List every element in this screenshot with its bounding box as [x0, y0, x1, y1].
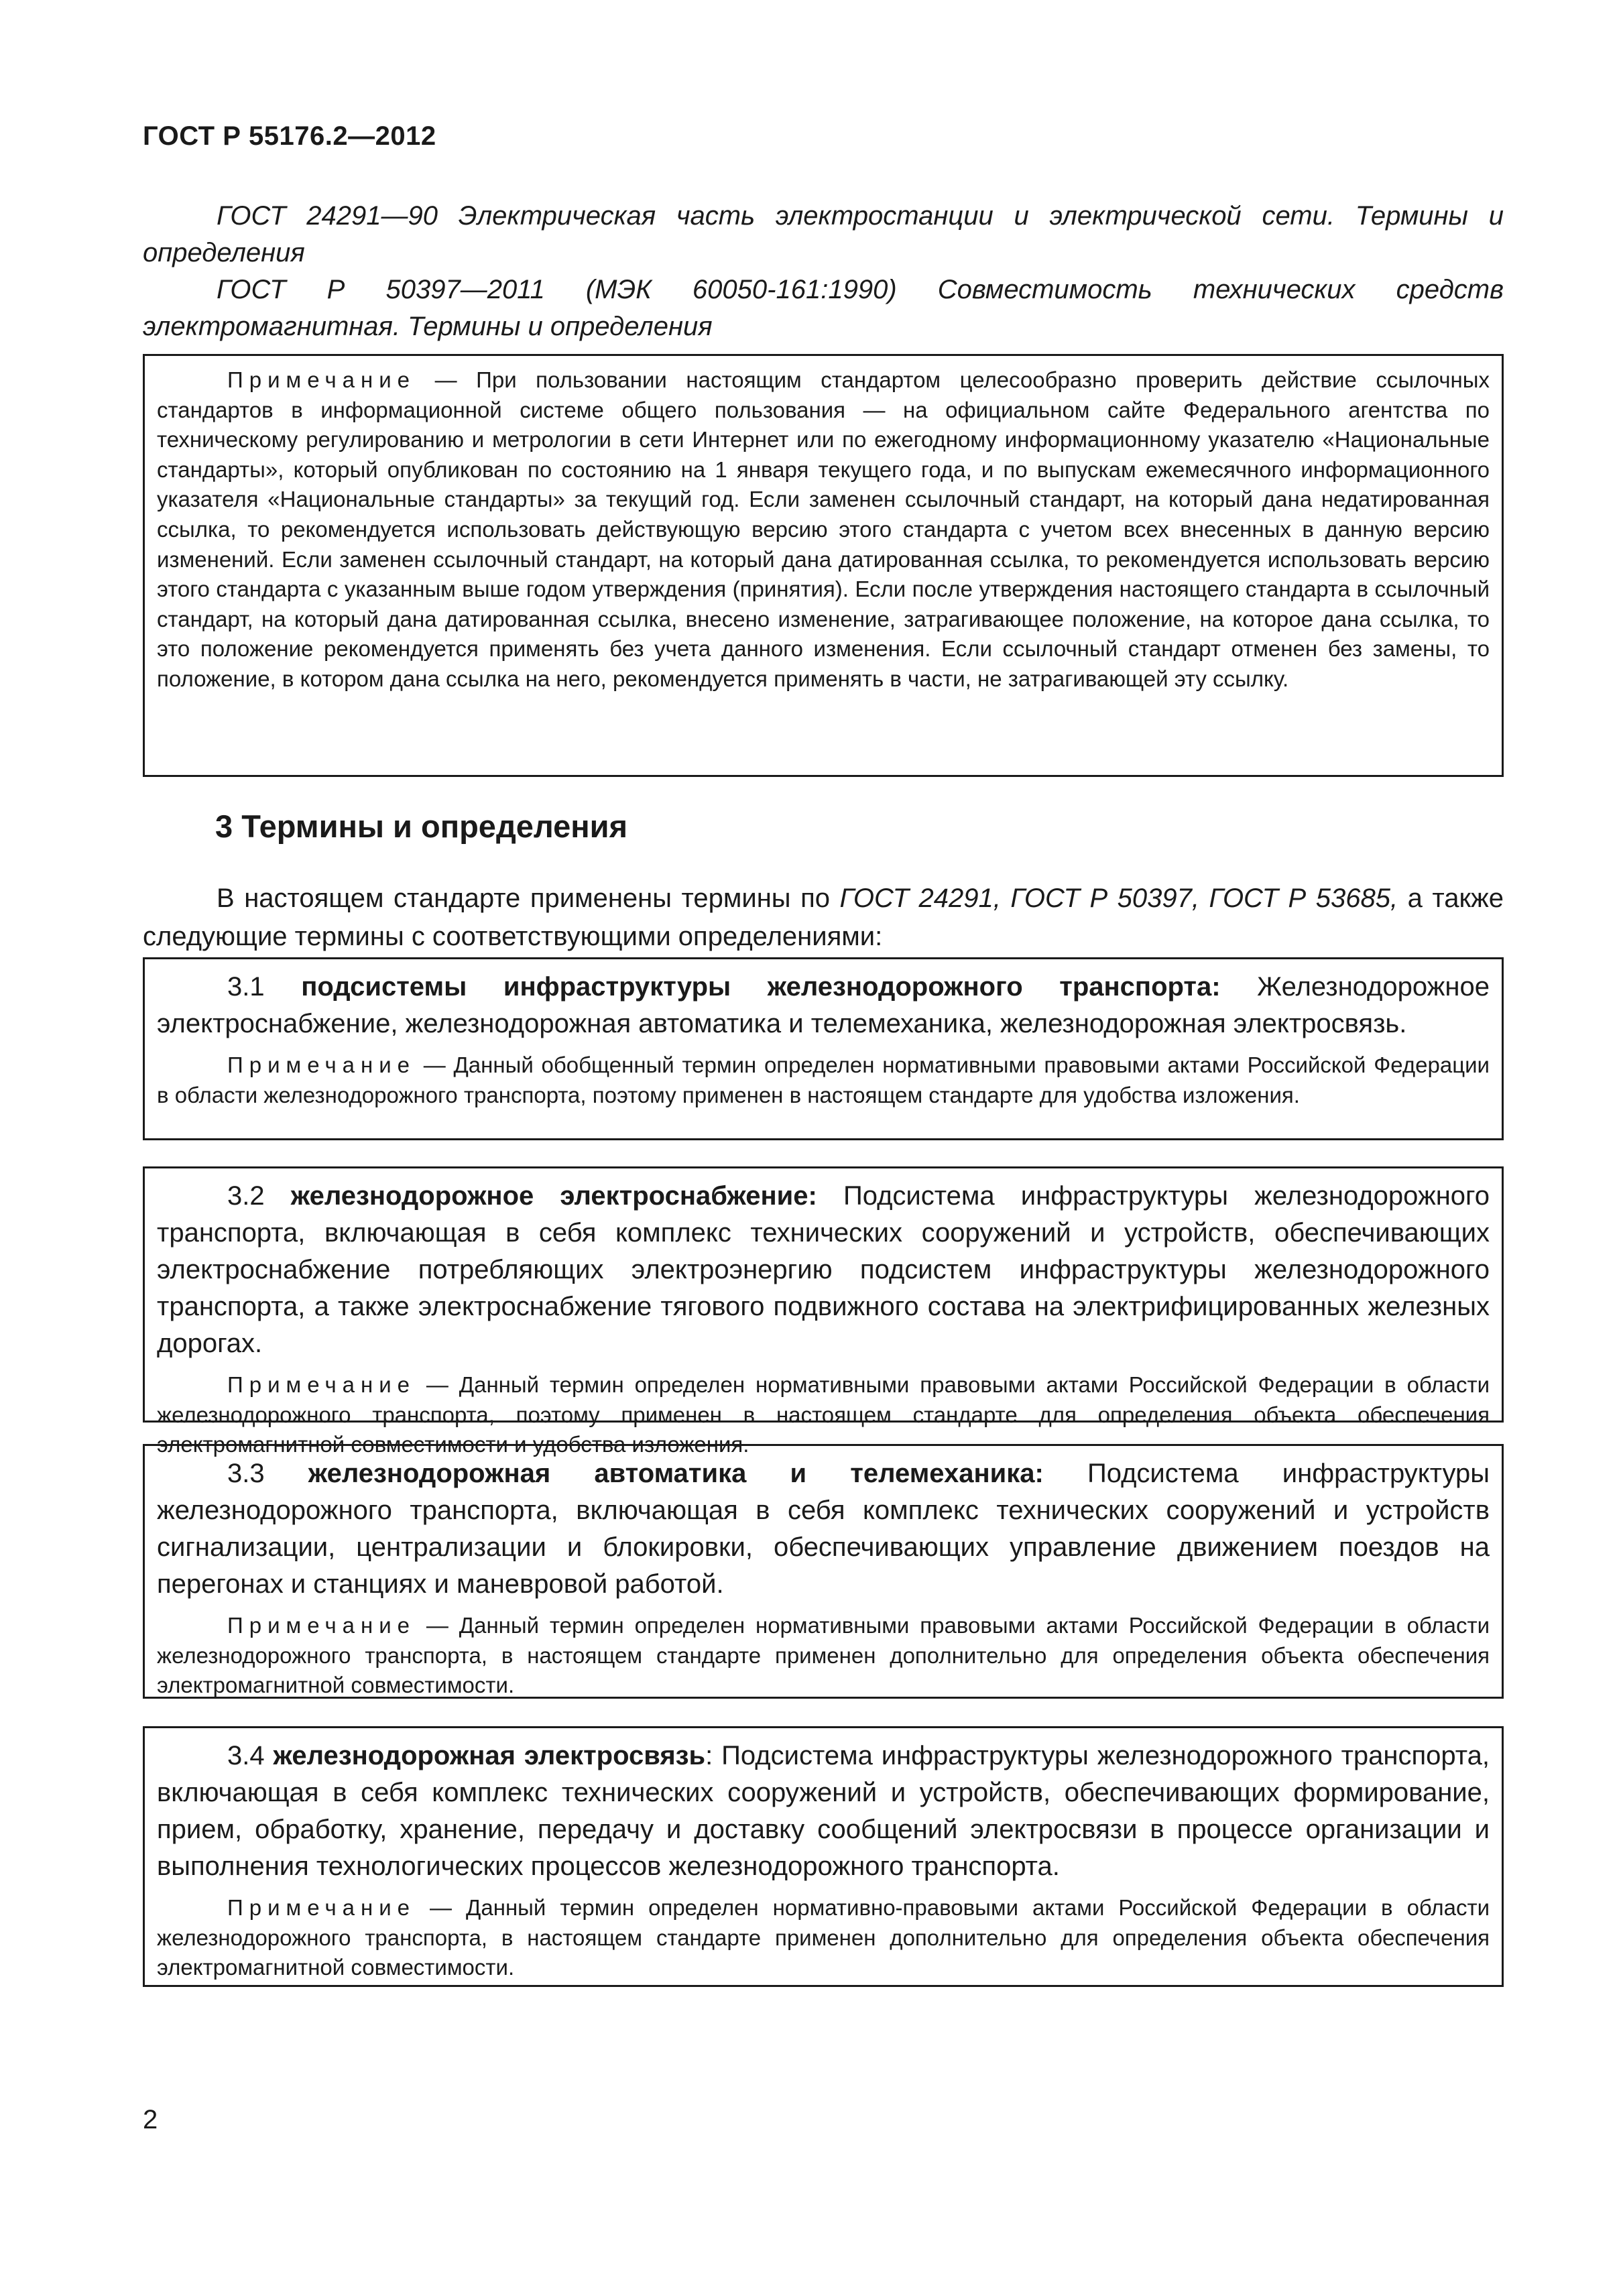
term-definition: [157, 969, 1490, 1042]
term-text: Железнодорожное электроснабжение, железнодорожная автоматика и телемеханика, железнодорожная электросвязь.: [157, 972, 1490, 1038]
term-name: подсистемы инфраструктуры железнодорожного транспорта:: [301, 972, 1221, 1002]
intro-prefix: В настоящем стандарте применены термины по: [217, 884, 840, 913]
note-label: Примечание: [227, 367, 416, 392]
term-box-3-4: [143, 1726, 1504, 1987]
term-box-3-1: [143, 957, 1504, 1140]
reference-item: ГОСТ Р 50397—2011 (МЭК 60050-161:1990) Совместимость технических средств электромагнитная. Термины и определения: [143, 275, 1504, 341]
term-definition: [157, 1455, 1490, 1603]
page-number: 2: [143, 2105, 158, 2134]
term-number: 3.1: [227, 972, 302, 1002]
note-label: Примечание: [227, 1052, 416, 1077]
note-label: Примечание: [227, 1895, 416, 1920]
term-box-3-3: [143, 1444, 1504, 1699]
term-note: Примечание — Данный термин определен нормативными правовыми актами Российской Федерации в области железнодорожного транспорта, поэтому применен в настоящем стандарте для определения объекта обеспечения электромагнитной совместимости и удобства изложения.: [157, 1372, 1490, 1457]
references-note-box: [143, 354, 1504, 777]
term-note: Примечание — Данный термин определен нормативными правовыми актами Российской Федерации в области железнодорожного транспорта, в настоящем стандарте применен дополнительно для определения объекта обеспечения электромагнитной совместимости.: [157, 1613, 1490, 1698]
note-text: Данный термин определен нормативно-правовыми актами Российской Федерации в области железнодорожного транспорта, в настоящем стандарте применен дополнительно для определения объекта обеспечения электромагнитной совместимости.: [157, 1895, 1490, 1980]
term-text: : Подсистема инфраструктуры железнодорожного транспорта, включающая в себя комплекс технических сооружений и устройств, обеспечивающих формирование, прием, обработку, хранение, передачу и доставку сообщений электросвязи в процессе организации и выполнения технологических процессов железнодорожного транспорта.: [157, 1741, 1490, 1881]
term-note: Примечание — Данный обобщенный термин определен нормативными правовыми актами Российской Федерации в области железнодорожного транспорта, поэтому применен в настоящем стандарте для удобства изложения.: [157, 1052, 1490, 1107]
term-definition: [157, 1738, 1490, 1885]
intro-refs: ГОСТ 24291, ГОСТ Р 50397, ГОСТ Р 53685,: [839, 884, 1398, 913]
document-header: ГОСТ Р 55176.2—2012: [143, 121, 436, 151]
note-label: Примечание: [227, 1372, 416, 1397]
term-box-3-2: [143, 1166, 1504, 1457]
note-text: Данный термин определен нормативными правовыми актами Российской Федерации в области железнодорожного транспорта, в настоящем стандарте применен дополнительно для определения объекта обеспечения электромагнитной совместимости.: [157, 1613, 1490, 1698]
note-dash: —: [416, 367, 477, 392]
section-title: 3 Термины и определения: [215, 808, 627, 844]
note-text: Данный термин определен нормативными правовыми актами Российской Федерации в области железнодорожного транспорта, поэтому применен в настоящем стандарте для определения объекта обеспечения электромагнитной совместимости и удобства изложения.: [157, 1372, 1490, 1457]
reference-item: ГОСТ 24291—90 Электрическая часть электростанции и электрической сети. Термины и определения: [143, 201, 1504, 267]
term-note: Примечание — Данный термин определен нормативно-правовыми актами Российской Федерации в области железнодорожного транспорта, в настоящем стандарте применен дополнительно для определения объекта обеспечения электромагнитной совместимости.: [157, 1895, 1490, 1980]
references-list: [143, 198, 1504, 345]
section-intro: [143, 880, 1504, 956]
term-text: Подсистема инфраструктуры железнодорожного транспорта, включающая в себя комплекс технических сооружений и устройств сигнализации, централизации и блокировки, обеспечивающих управление движением поездов на перегонах и станциях и маневровой работой.: [157, 1459, 1490, 1599]
term-text: Подсистема инфраструктуры железнодорожного транспорта, включающая в себя комплекс технических сооружений и устройств, обеспечивающих электроснабжение потребляющих электроэнергию подсистем инфраструктуры железнодорожного транспорта, а также электроснабжение тягового подвижного состава на электрифицированных железных дорогах.: [157, 1181, 1490, 1358]
term-name: железнодорожная электросвязь: [273, 1741, 706, 1770]
note-text: Данный обобщенный термин определен нормативными правовыми актами Российской Федерации в области железнодорожного транспорта, поэтому применен в настоящем стандарте для удобства изложения.: [157, 1052, 1490, 1107]
term-number: 3.4: [227, 1741, 274, 1770]
intro-suffix: а также следующие термины с соответствующими определениями:: [143, 884, 1504, 951]
term-name: железнодорожное электроснабжение:: [290, 1181, 817, 1211]
term-definition: [157, 1178, 1490, 1362]
term-number: 3.2: [227, 1181, 291, 1211]
note-label: Примечание: [227, 1613, 416, 1638]
note-text: При пользовании настоящим стандартом целесообразно проверить действие ссылочных стандартов в информационной системе общего пользования — на официальном сайте Федерального агентства по техническому регулированию и метрологии в сети Интернет или по ежегодному информационному указателю «Национальные стандарты», который опубликован по состоянию на 1 января текущего года, и по выпускам ежемесячного информационного указателя «Национальные стандарты» за текущий год. Если заменен ссылочный стандарт, на который дана недатированная ссылка, то рекомендуется использовать действующую версию этого стандарта с учетом всех внесенных в данную версию изменений. Если заменен ссылочный стандарт, на который дана датированная ссылка, то рекомендуется использовать версию этого стандарта с указанным выше годом утверждения (принятия). Если после утверждения настоящего стандарта в ссылочный стандарт, на который дана датированная ссылка, внесено изменение, затрагивающее положение, на которое дана ссылка, то это положение рекомендуется применять без учета данного изменения. Если ссылочный стандарт отменен без замены, то положение, в котором дана ссылка на него, рекомендуется применять в части, не затрагивающей эту ссылку.: [157, 367, 1490, 691]
term-number: 3.3: [227, 1459, 308, 1488]
term-name: железнодорожная автоматика и телемеханика:: [308, 1459, 1044, 1488]
